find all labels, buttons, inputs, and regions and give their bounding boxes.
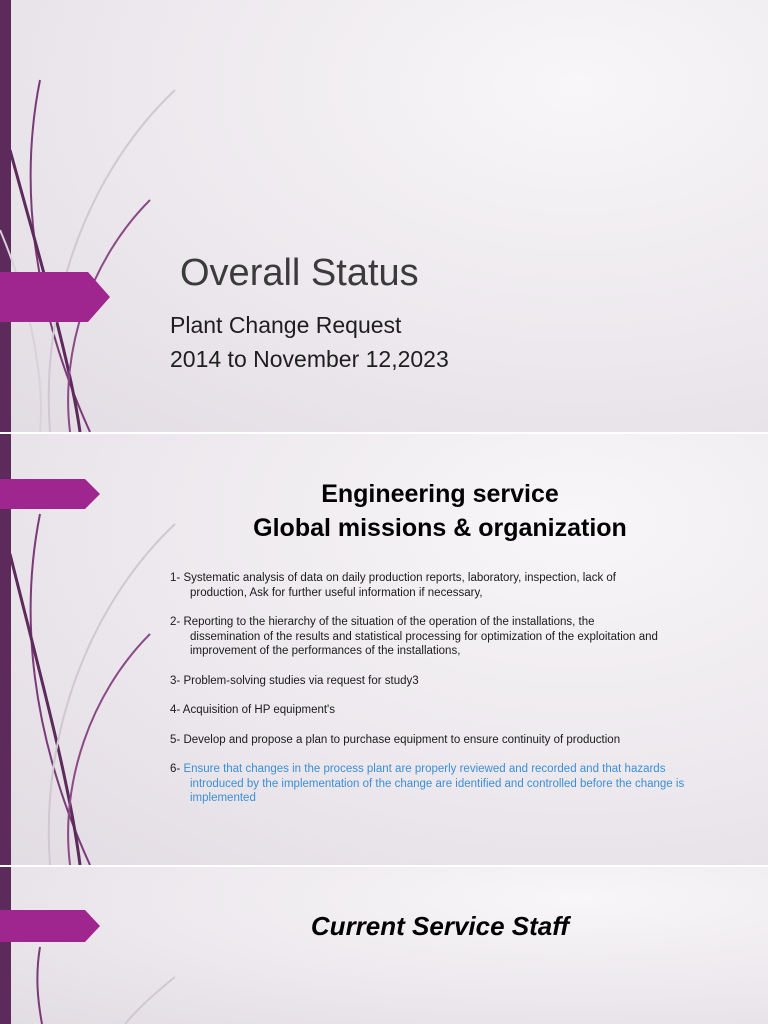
mission-text-continued: implemented <box>190 792 256 804</box>
accent-arrow-tab <box>0 910 102 942</box>
mission-text: Systematic analysis of data on daily production reports, laboratory, inspection, lack of <box>183 572 616 584</box>
mission-text: Problem-solving studies via request for study3 <box>183 674 419 687</box>
mission-text-continued: introduced by the implementation of the change are identified and controlled before the change is <box>190 777 685 790</box>
staff-heading: Current Service Staff <box>310 911 570 941</box>
mission-number: 2- <box>170 616 181 628</box>
mission-number: 5- <box>170 733 181 746</box>
mission-text: Ensure that changes in the process plant are properly reviewed and recorded and that hazards <box>183 763 666 775</box>
decorative-swoosh <box>0 867 200 1024</box>
slide-subtitle <box>170 308 449 376</box>
current-staff-slide <box>0 867 768 1024</box>
mission-text-continued: production, Ask for further useful information if necessary, <box>190 586 483 599</box>
engineering-service-slide <box>0 434 768 865</box>
subtitle-line-1: Plant Change Request <box>170 312 402 338</box>
mission-number: 3- <box>170 674 181 687</box>
mission-item <box>170 571 730 600</box>
mission-text-continued: dissemination of the results and statistical processing for optimization of the exploitation and <box>190 630 658 643</box>
accent-arrow-tab <box>0 272 112 322</box>
mission-item <box>170 762 730 806</box>
missions-list <box>170 571 730 821</box>
mission-item <box>170 703 730 718</box>
mission-number: 6- <box>170 763 181 775</box>
title-slide <box>0 0 768 432</box>
mission-item <box>170 733 730 748</box>
mission-number: 4- <box>170 704 181 716</box>
mission-text: Develop and propose a plan to purchase equipment to ensure continuity of production <box>183 733 621 746</box>
mission-number: 1- <box>170 572 181 584</box>
heading-line-2: Global missions & organization <box>253 514 627 542</box>
mission-text: Reporting to the hierarchy of the situation of the operation of the installations, the <box>183 616 595 628</box>
mission-item <box>170 615 730 659</box>
heading-line-1: Engineering service <box>321 480 559 508</box>
mission-text-continued: improvement of the performances of the installations, <box>190 645 461 657</box>
subtitle-line-2: 2014 to November 12,2023 <box>170 346 449 372</box>
mission-item <box>170 674 730 689</box>
mission-text: Acquisition of HP equipment's <box>182 704 336 716</box>
accent-arrow-tab <box>0 479 102 509</box>
slide-title: Overall Status <box>180 252 419 294</box>
